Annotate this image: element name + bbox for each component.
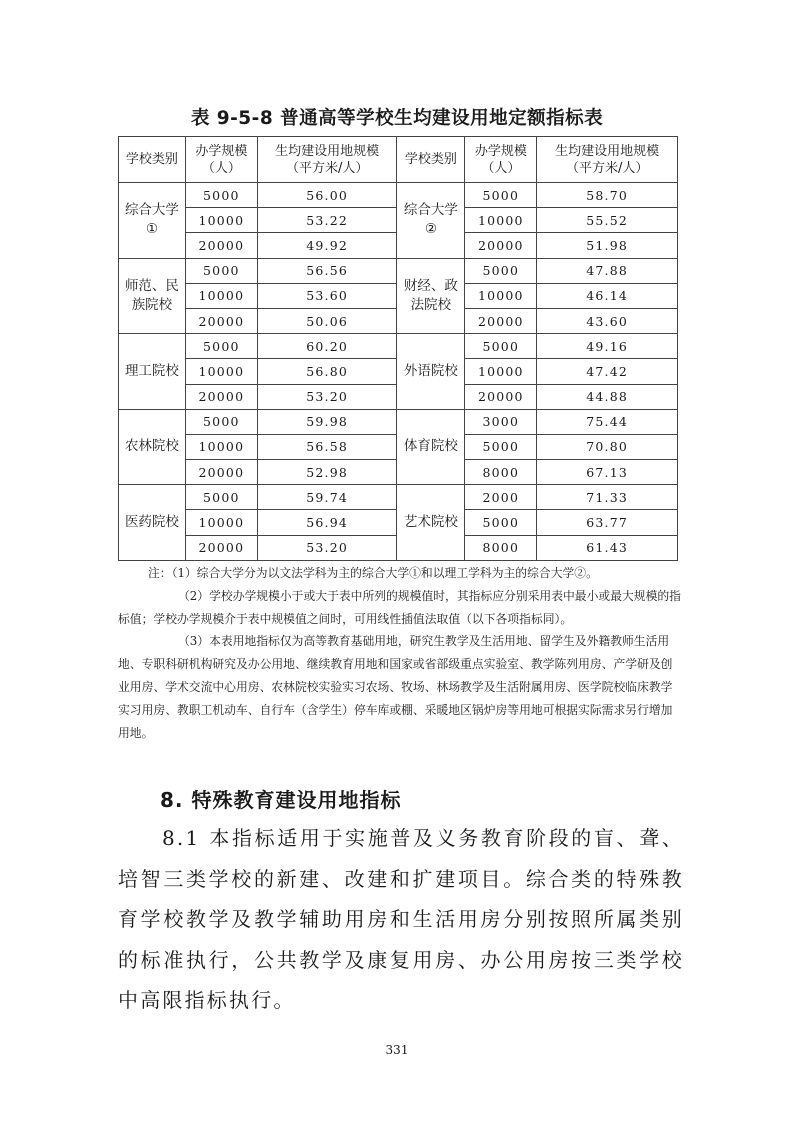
scale-cell: 10000 <box>185 208 257 233</box>
scale-cell: 5000 <box>185 485 257 510</box>
page-number: 331 <box>385 1043 409 1057</box>
school-type-cell <box>397 183 465 259</box>
scale-cell: 5000 <box>185 258 257 283</box>
school-type-label: 财经、政 <box>403 277 458 294</box>
scale-cell: 20000 <box>185 308 257 333</box>
scale-cell: 5000 <box>185 409 257 434</box>
table-title: 表 9-5-8 普通高等学校生均建设用地定额指标表 <box>190 108 604 129</box>
area-cell: 60.20 <box>257 334 397 359</box>
area-cell: 61.43 <box>537 535 678 560</box>
school-type-cell <box>397 485 465 561</box>
area-cell: 46.14 <box>537 283 678 308</box>
area-cell: 53.20 <box>257 384 397 409</box>
school-type-label: 综合大学 <box>403 202 458 219</box>
school-type-label: 农林院校 <box>124 438 179 455</box>
area-cell: 52.98 <box>257 460 397 485</box>
scale-cell: 3000 <box>465 409 537 434</box>
scale-cell: 20000 <box>185 233 257 258</box>
school-type-label: 法院校 <box>410 296 452 313</box>
area-cell: 56.94 <box>257 510 397 535</box>
scale-cell: 20000 <box>185 384 257 409</box>
area-cell: 71.33 <box>537 485 678 510</box>
scale-cell: 10000 <box>185 434 257 459</box>
header-scale: 办学规模 （人） <box>185 137 257 183</box>
header-school-type: 学校类别 <box>397 137 465 183</box>
school-type-cell <box>397 258 465 334</box>
scale-cell: 8000 <box>465 460 537 485</box>
area-cell: 51.98 <box>537 233 678 258</box>
table-header-row <box>119 137 678 183</box>
header-school-type: 学校类别 <box>119 137 186 183</box>
school-type-cell <box>119 258 186 334</box>
table-row <box>119 334 678 359</box>
area-cell: 43.60 <box>537 308 678 333</box>
school-type-label: 理工院校 <box>124 362 179 379</box>
school-type-label: 族院校 <box>131 296 173 313</box>
area-cell: 67.13 <box>537 460 678 485</box>
school-type-label: 医药院校 <box>124 514 179 531</box>
school-type-label: 综合大学 <box>124 202 179 219</box>
scale-cell: 10000 <box>465 359 537 384</box>
header-land-area: 生均建设用地规模 （平方米/人） <box>537 137 678 183</box>
area-cell: 59.98 <box>257 409 397 434</box>
table-row <box>119 183 678 208</box>
area-cell: 44.88 <box>537 384 678 409</box>
area-cell: 58.70 <box>537 183 678 208</box>
scale-cell: 20000 <box>185 535 257 560</box>
school-type-cell <box>397 409 465 485</box>
table-notes <box>118 562 684 744</box>
area-cell: 59.74 <box>257 485 397 510</box>
area-cell: 49.92 <box>257 233 397 258</box>
school-type-label: 外语院校 <box>403 362 458 379</box>
area-cell: 56.58 <box>257 434 397 459</box>
scale-cell: 5000 <box>465 510 537 535</box>
scale-cell: 10000 <box>185 359 257 384</box>
header-scale: 办学规模 （人） <box>465 137 537 183</box>
note-2: （2）学校办学规模小于或大于表中所列的规模值时，其指标应分别采用表中最小或最大规模的指标值；学校办学规模介于表中规模值之间时，可用线性插值法取值（以下各项指标同）。 <box>118 588 681 626</box>
school-type-cell <box>119 485 186 561</box>
school-type-cell <box>119 183 186 259</box>
area-cell: 56.80 <box>257 359 397 384</box>
scale-cell: 10000 <box>465 283 537 308</box>
table-row <box>119 258 678 283</box>
school-type-label: 师范、民 <box>124 277 179 294</box>
school-type-cell <box>119 334 186 410</box>
school-type-label: ② <box>424 221 437 238</box>
note-3: （3）本表用地指标仅为高等教育基础用地，研究生教学及生活用地、留学生及外籍教师生活用地、专职科研机构研究及办公用地、继续教育用地和国家或省部级重点实验室、教学陈列用房、产学研及创业用房、学术交流中心用房、农林院校实验实习农场、牧场、林场教学及生活附属用房、医学院校临床教学实习用房、教职工机动车、自行车（含学生）停车库或棚、采暖地区锅炉房等用地可根据实际需求另行增加用地。 <box>118 634 673 740</box>
land-quota-table <box>118 136 678 561</box>
scale-cell: 5000 <box>465 258 537 283</box>
area-cell: 53.60 <box>257 283 397 308</box>
scale-cell: 20000 <box>465 233 537 258</box>
scale-cell: 5000 <box>185 334 257 359</box>
area-cell: 70.80 <box>537 434 678 459</box>
scale-cell: 5000 <box>465 334 537 359</box>
table-row <box>119 409 678 434</box>
area-cell: 55.52 <box>537 208 678 233</box>
area-cell: 47.42 <box>537 359 678 384</box>
scale-cell: 5000 <box>185 183 257 208</box>
school-type-label: ① <box>145 221 158 238</box>
area-cell: 53.22 <box>257 208 397 233</box>
area-cell: 49.16 <box>537 334 678 359</box>
scale-cell: 10000 <box>185 283 257 308</box>
school-type-label: 艺术院校 <box>403 514 458 531</box>
note-1: 注：（1）综合大学分为以文法学科为主的综合大学①和以理工学科为主的综合大学②。 <box>148 566 598 580</box>
area-cell: 63.77 <box>537 510 678 535</box>
area-cell: 56.00 <box>257 183 397 208</box>
section-body: 8.1 本指标适用于实施普及义务教育阶段的盲、聋、培智三类学校的新建、改建和扩建项目。综合类的特殊教育学校教学及教学辅助用房和生活用房分别按照所属类别的标准执行，公共教学及康复用房、办公用房按三类学校中高限指标执行。 <box>118 826 684 1012</box>
scale-cell: 10000 <box>465 208 537 233</box>
scale-cell: 20000 <box>465 308 537 333</box>
scale-cell: 20000 <box>185 460 257 485</box>
header-land-area: 生均建设用地规模 （平方米/人） <box>257 137 397 183</box>
scale-cell: 5000 <box>465 183 537 208</box>
area-cell: 56.56 <box>257 258 397 283</box>
area-cell: 50.06 <box>257 308 397 333</box>
school-type-cell <box>397 334 465 410</box>
section-heading: 8. 特殊教育建设用地指标 <box>160 788 402 812</box>
school-type-cell <box>119 409 186 485</box>
scale-cell: 2000 <box>465 485 537 510</box>
scale-cell: 20000 <box>465 384 537 409</box>
school-type-label: 体育院校 <box>403 438 458 455</box>
area-cell: 75.44 <box>537 409 678 434</box>
area-cell: 53.20 <box>257 535 397 560</box>
table-row <box>119 485 678 510</box>
area-cell: 47.88 <box>537 258 678 283</box>
scale-cell: 8000 <box>465 535 537 560</box>
scale-cell: 5000 <box>465 434 537 459</box>
scale-cell: 10000 <box>185 510 257 535</box>
